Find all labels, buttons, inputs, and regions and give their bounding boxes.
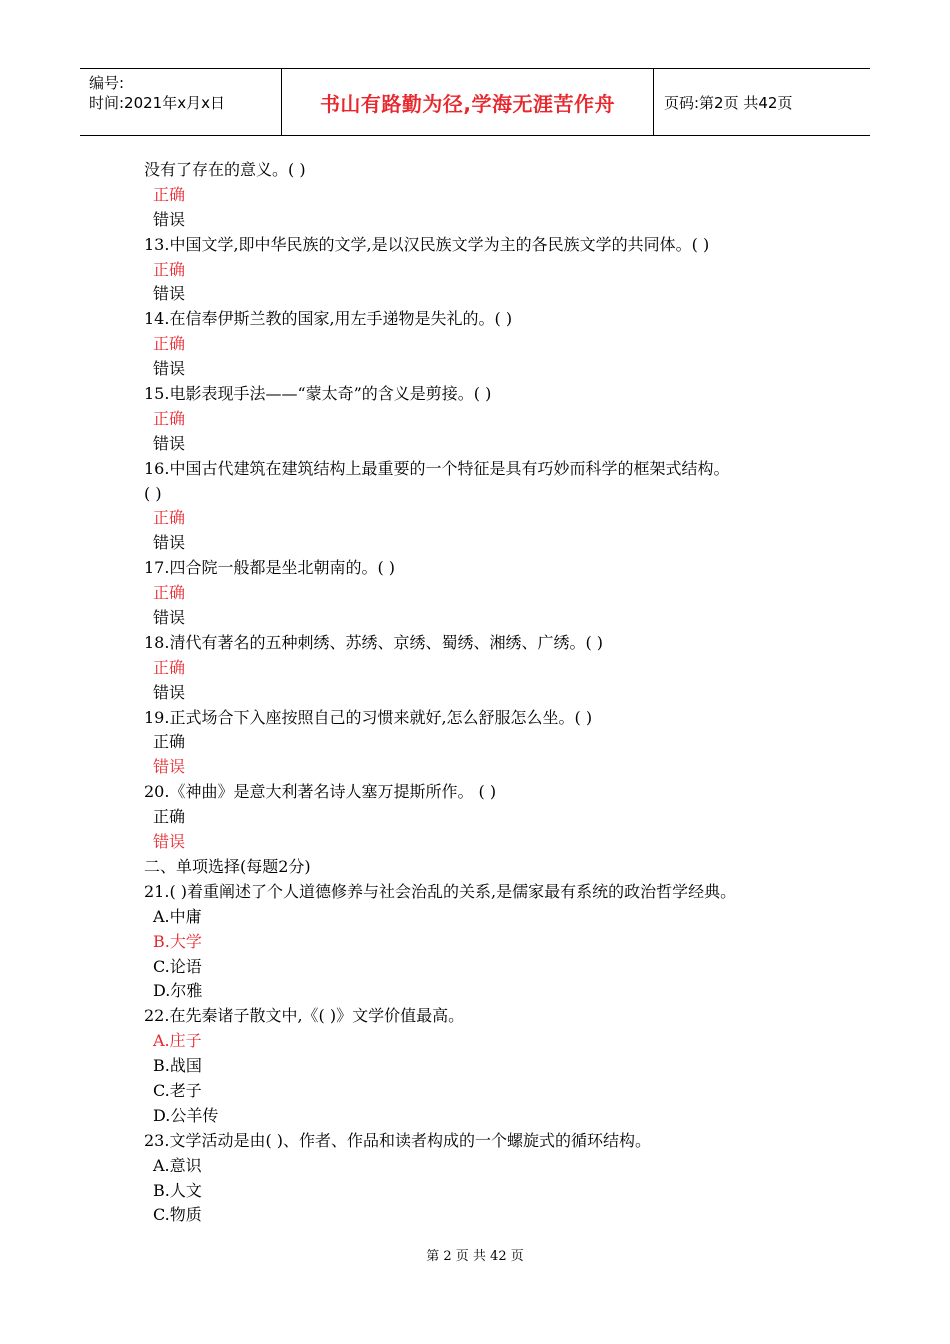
answer-option: 错误 xyxy=(153,757,186,777)
answer-option: A.意识 xyxy=(153,1155,202,1175)
answer-option: 正确 xyxy=(153,657,186,677)
answer-option: 正确 xyxy=(153,259,186,279)
answer-option: 正确 xyxy=(153,508,186,528)
question-text: 没有了存在的意义。( ) xyxy=(144,160,306,179)
page-header xyxy=(80,68,870,136)
header-meta xyxy=(80,69,282,135)
answer-option: 正确 xyxy=(153,408,186,428)
answer-option: 错误 xyxy=(153,209,186,229)
question-text: 二、单项选择(每题2分) xyxy=(144,856,311,876)
answer-option: 错误 xyxy=(153,433,186,453)
question-text: ( ) xyxy=(144,483,162,503)
answer-option: 错误 xyxy=(153,284,186,304)
answer-option: C.论语 xyxy=(153,956,202,976)
answer-option: B.人文 xyxy=(153,1180,202,1200)
question-text: 18.清代有著名的五种刺绣、苏绣、京绣、蜀绣、湘绣、广绣。( ) xyxy=(144,632,604,652)
answer-option: 错误 xyxy=(153,682,186,702)
question-text: 15.电影表现手法——“蒙太奇”的含义是剪接。( ) xyxy=(144,384,492,404)
answer-option: B.大学 xyxy=(153,931,202,951)
header-motto: 书山有路勤为径,学海无涯苦作舟 xyxy=(282,69,654,135)
question-text: 13.中国文学,即中华民族的文学,是以汉民族文学为主的各民族文学的共同体。( ) xyxy=(144,234,710,254)
time-label: 时间:2021年x月x日 xyxy=(89,94,225,112)
answer-option: 错误 xyxy=(153,608,186,628)
answer-option: 错误 xyxy=(153,832,186,852)
answer-option: B.战国 xyxy=(153,1056,202,1076)
question-text: 21.( )着重阐述了个人道德修养与社会治乱的关系,是儒家最有系统的政治哲学经典。 xyxy=(144,881,737,901)
answer-option: 正确 xyxy=(153,184,186,204)
header-page-info: 页码:第2页 共42页 xyxy=(664,93,793,112)
answer-option: D.公羊传 xyxy=(153,1105,219,1125)
question-text: 22.在先秦诸子散文中,《( )》文学价值最高。 xyxy=(144,1006,465,1026)
answer-option: 正确 xyxy=(153,583,186,603)
question-text: 17.四合院一般都是坐北朝南的。( ) xyxy=(144,558,396,578)
answer-option: 正确 xyxy=(153,732,186,752)
question-list xyxy=(144,158,834,1228)
answer-option: C.物质 xyxy=(153,1205,202,1225)
answer-option: A.庄子 xyxy=(153,1031,202,1051)
answer-option: 错误 xyxy=(153,533,186,553)
answer-option: A.中庸 xyxy=(153,906,202,926)
number-label: 编号: xyxy=(89,74,125,92)
question-text: 23.文学活动是由( )、作者、作品和读者构成的一个螺旋式的循环结构。 xyxy=(144,1130,652,1150)
question-text: 19.正式场合下入座按照自己的习惯来就好,怎么舒服怎么坐。( ) xyxy=(144,707,593,727)
question-text: 20.《神曲》是意大利著名诗人塞万提斯所作。 ( ) xyxy=(144,782,497,802)
answer-option: 错误 xyxy=(153,359,186,379)
answer-option: 正确 xyxy=(153,807,186,827)
answer-option: 正确 xyxy=(153,334,186,354)
answer-option: D.尔雅 xyxy=(153,981,203,1001)
question-text: 16.中国古代建筑在建筑结构上最重要的一个特征是具有巧妙而科学的框架式结构。 xyxy=(144,458,730,478)
question-text: 14.在信奉伊斯兰教的国家,用左手递物是失礼的。( ) xyxy=(144,309,513,329)
answer-option: C.老子 xyxy=(153,1080,202,1100)
page-footer: 第 2 页 共 42 页 xyxy=(426,1249,524,1264)
